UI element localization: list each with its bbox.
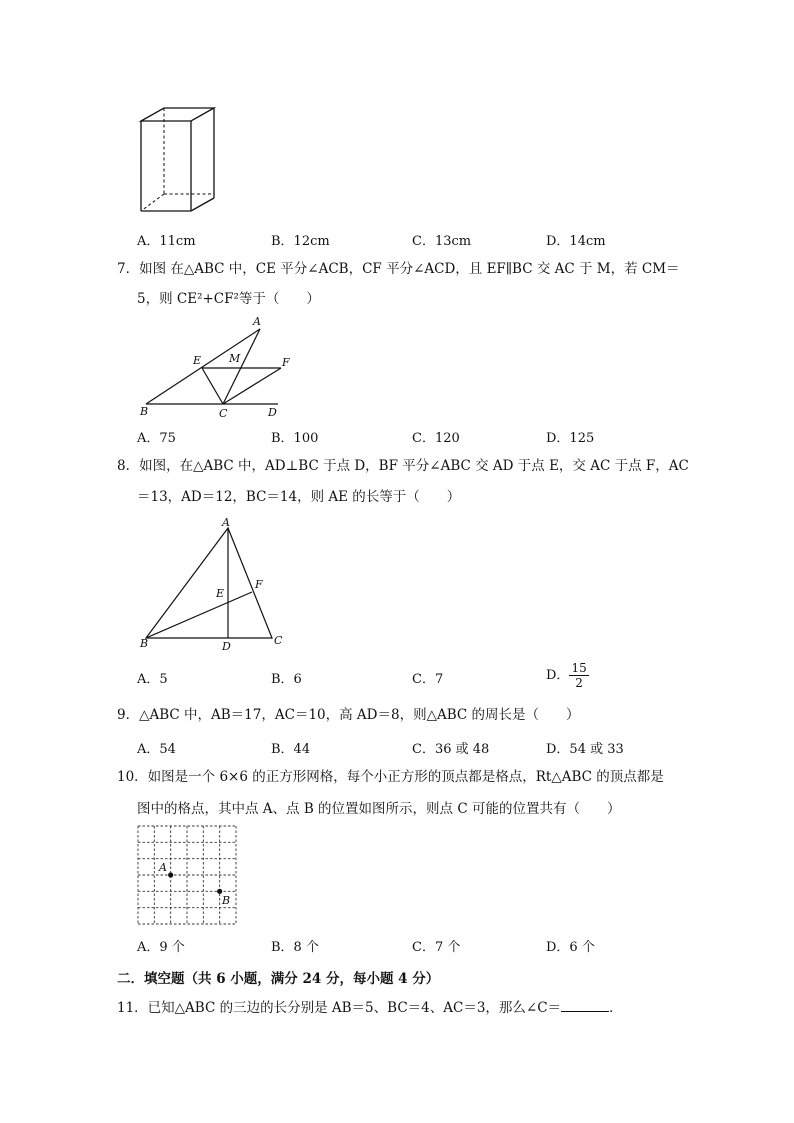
q8-label-f: F [255, 578, 263, 591]
q8-option-c[interactable]: C．7 [412, 672, 444, 687]
bisector-bf [146, 592, 252, 638]
q8-option-a[interactable]: A．5 [137, 672, 168, 687]
answer-blank[interactable] [561, 999, 609, 1012]
q8-label-e: E [216, 587, 225, 600]
q7-text-line2: 5，则 CE²+CF²等于（ ） [137, 291, 320, 307]
line-ba [146, 329, 260, 404]
q9-option-c[interactable]: C．36 或 48 [412, 742, 490, 757]
q8-option-d-prefix: D． [546, 668, 570, 683]
q10-label-b: B [222, 894, 231, 907]
q9-option-a[interactable]: A．54 [137, 742, 176, 757]
q8-text-line1: 8．如图，在△ABC 中，AD⊥BC 于点 D，BF 平分∠ABC 交 AD 于点 E，交 AC 于点 F，AC [117, 458, 689, 474]
q7-option-d[interactable]: D．125 [546, 431, 595, 446]
q11-question: 11．已知△ABC 的三边的长分别是 AB＝5、BC＝4、AC＝3，那么∠C＝ [117, 1000, 562, 1016]
q7-option-b[interactable]: B．100 [271, 431, 319, 446]
q7-label-e: E [193, 354, 202, 367]
q8-label-d: D [222, 640, 231, 653]
q7-label-a: A [253, 315, 261, 328]
q10-option-c[interactable]: C．7 个 [412, 940, 461, 955]
q7-label-f: F [282, 356, 290, 369]
q6-option-a[interactable]: A．11cm [137, 234, 196, 249]
prism-top-face [141, 108, 214, 121]
q9-option-b[interactable]: B．44 [271, 742, 311, 757]
fraction-denominator: 2 [575, 676, 583, 690]
prism-hidden-edge [141, 194, 164, 211]
q6-option-d[interactable]: D．14cm [546, 234, 606, 249]
q8-label-c: C [274, 634, 283, 647]
q8-label-b: B [140, 637, 149, 650]
dashed-grid [138, 826, 236, 924]
q6-option-b[interactable]: B．12cm [271, 234, 330, 249]
q10-option-d[interactable]: D．6 个 [546, 940, 595, 955]
q7-label-m: M [229, 352, 241, 365]
q7-label-c: C [219, 407, 228, 420]
grid-figure [136, 824, 240, 928]
line-ec [202, 368, 223, 404]
triangle-abc [146, 528, 272, 638]
q8-option-d[interactable] [546, 661, 589, 690]
section-2-heading: 二．填空题（共 6 小题，满分 24 分，每小题 4 分） [117, 971, 440, 987]
point-a [168, 872, 173, 877]
q10-text-line1: 10．如图是一个 6×6 的正方形网格，每个小正方形的顶点都是格点，Rt△ABC 的顶点都是 [117, 769, 664, 785]
q9-text-line1: 9．△ABC 中，AB＝17，AC＝10，高 AD＝8，则△ABC 的周长是（ ） [117, 707, 580, 723]
q7-label-d: D [268, 406, 277, 419]
q9-option-d[interactable]: D．54 或 33 [546, 742, 624, 757]
q8-label-a: A [222, 516, 230, 529]
q7-option-c[interactable]: C．120 [412, 431, 460, 446]
q11-end: ． [609, 1000, 623, 1016]
q8-text-line2: ＝13，AD＝12，BC＝14，则 AE 的长等于（ ） [137, 489, 461, 505]
q8-figure [136, 514, 286, 656]
q10-label-a: A [159, 861, 167, 874]
q7-figure [136, 312, 290, 422]
fraction [569, 661, 588, 690]
q10-option-b[interactable]: B．8 个 [271, 940, 319, 955]
q7-text-line1: 7．如图 在△ABC 中，CE 平分∠ACB，CF 平分∠ACD，且 EF∥BC 交 AC 于 M，若 CM＝ [117, 261, 680, 277]
q7-label-b: B [140, 405, 149, 418]
q11-text [117, 999, 623, 1017]
q10-text-line2: 图中的格点，其中点 A、点 B 的位置如图所示，则点 C 可能的位置共有（ ） [137, 801, 621, 817]
q10-option-a[interactable]: A．9 个 [137, 940, 185, 955]
prism-edge [191, 198, 214, 211]
q8-option-b[interactable]: B．6 [271, 672, 302, 687]
q7-option-a[interactable]: A．75 [137, 431, 176, 446]
q6-option-c[interactable]: C．13cm [412, 234, 472, 249]
prism-figure [136, 104, 222, 214]
fraction-numerator: 15 [571, 661, 587, 675]
